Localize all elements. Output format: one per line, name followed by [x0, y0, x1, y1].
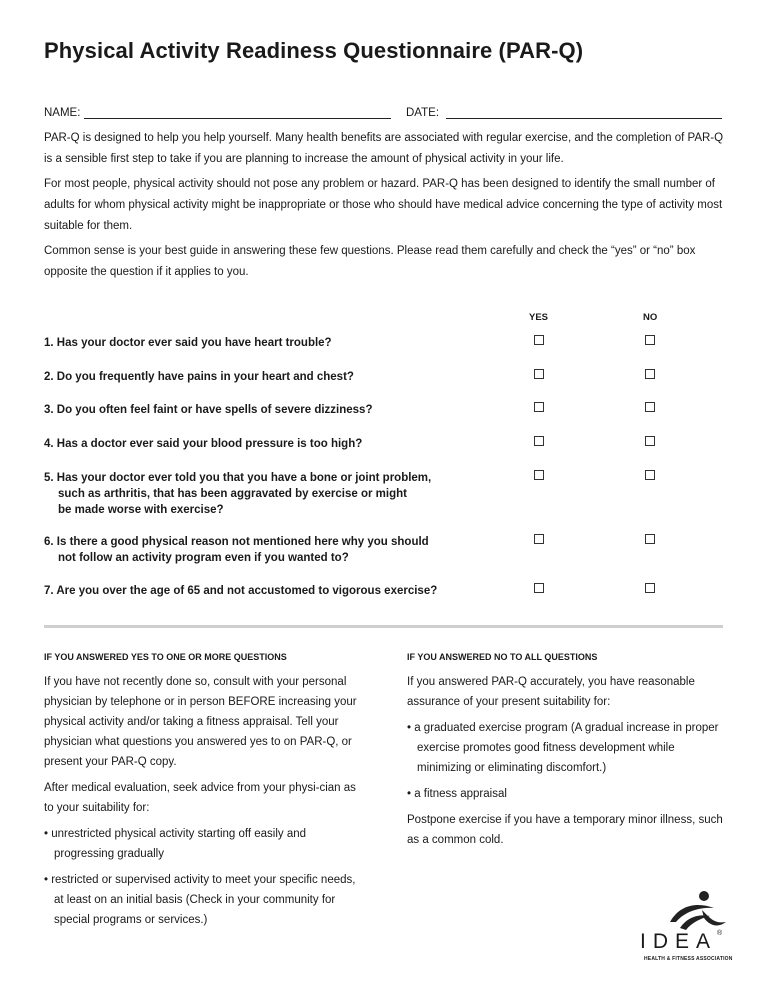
name-date-row — [44, 104, 722, 122]
no-section-body — [407, 672, 725, 856]
yes-column-header: YES — [529, 312, 549, 323]
no-section-paragraph: If you answered PAR-Q accurately, you have reasonable assurance of your present suitability for: — [407, 676, 695, 708]
question-7 — [44, 583, 504, 599]
question-text-continued: such as arthritis, that has been aggravated by exercise or might — [58, 488, 407, 500]
question-4-yes-checkbox[interactable] — [534, 436, 544, 446]
name-label: NAME: — [44, 107, 81, 119]
name-field — [44, 104, 391, 119]
question-5-yes-checkbox[interactable] — [534, 470, 544, 480]
question-text: 4. Has a doctor ever said your blood pressure is too high? — [44, 438, 363, 450]
intro-paragraph: For most people, physical activity should not pose any problem or hazard. PAR-Q has been designed to identify the small number of adults for whom physical activity might be inappropriate or those who should have medical advice concerning the type of activity most suitable for them. — [44, 178, 723, 232]
date-label: DATE: — [406, 107, 440, 119]
question-1 — [44, 335, 504, 351]
question-text: 6. Is there a good physical reason not mentioned here why you should — [44, 536, 429, 548]
intro-paragraph: Common sense is your best guide in answering these few questions. Please read them carefully and check the “yes” or “no” box opposite the question if it applies to you. — [44, 245, 696, 278]
question-3-yes-checkbox[interactable] — [534, 402, 544, 412]
question-6-yes-checkbox[interactable] — [534, 534, 544, 544]
question-7-yes-checkbox[interactable] — [534, 583, 544, 593]
section-divider — [44, 625, 723, 628]
yes-section-paragraph: After medical evaluation, seek advice from your physi-cian as to your suitability for: — [44, 782, 356, 814]
question-4 — [44, 436, 504, 452]
question-2-yes-checkbox[interactable] — [534, 369, 544, 379]
idea-logo-tagline: HEALTH & FITNESS ASSOCIATION — [644, 956, 733, 962]
question-text: 3. Do you often feel faint or have spells of severe dizziness? — [44, 404, 373, 416]
question-6 — [44, 534, 504, 566]
idea-logo-wordmark — [640, 930, 722, 954]
yes-section-body — [44, 672, 362, 936]
page-title: Physical Activity Readiness Questionnaire (PAR-Q) — [44, 38, 584, 63]
question-6-no-checkbox[interactable] — [645, 534, 655, 544]
no-section-paragraph: Postpone exercise if you have a temporary minor illness, such as a common cold. — [407, 814, 723, 846]
question-text-continued: not follow an activity program even if you wanted to? — [58, 552, 349, 564]
yes-section-bullet: • unrestricted physical activity starting off easily and progressing gradually — [44, 828, 307, 860]
question-5 — [44, 470, 504, 518]
date-field — [406, 104, 722, 119]
date-input-line[interactable] — [446, 104, 722, 119]
intro-paragraph: PAR-Q is designed to help you help yourself. Many health benefits are associated with regular exercise, and the completion of PAR-Q is a sensible first step to take if you are planning to increase the amount of physical activity in your life. — [44, 132, 724, 165]
yes-section-bullet: • restricted or supervised activity to meet your specific needs, at least on an initial basis (Check in your community for special programs or services.) — [44, 874, 356, 926]
intro-text — [44, 128, 728, 287]
no-section-heading: IF YOU ANSWERED NO TO ALL QUESTIONS — [407, 652, 598, 662]
no-column-header: NO — [643, 312, 658, 323]
question-text: 1. Has your doctor ever said you have heart trouble? — [44, 337, 332, 349]
question-text: 7. Are you over the age of 65 and not accustomed to vigorous exercise? — [44, 585, 438, 597]
yes-section-paragraph: If you have not recently done so, consult with your personal physician by telephone or in person BEFORE increasing your physical activity and/or taking a fitness appraisal. Tell your physician what questions you answered yes to on PAR-Q, or present your PAR-Q copy. — [44, 676, 357, 768]
yes-section-heading: IF YOU ANSWERED YES TO ONE OR MORE QUESTIONS — [44, 652, 287, 662]
no-section-bullet: • a graduated exercise program (A gradual increase in proper exercise promotes good fitness development while minimizing or eliminating discomfort.) — [407, 722, 719, 774]
question-5-no-checkbox[interactable] — [645, 470, 655, 480]
name-input-line[interactable] — [84, 104, 391, 119]
idea-logo-word: IDEA — [640, 930, 718, 953]
question-3-no-checkbox[interactable] — [645, 402, 655, 412]
question-3 — [44, 402, 504, 418]
question-text: 2. Do you frequently have pains in your heart and chest? — [44, 371, 354, 383]
question-1-no-checkbox[interactable] — [645, 335, 655, 345]
registered-mark: ® — [717, 930, 723, 937]
question-4-no-checkbox[interactable] — [645, 436, 655, 446]
question-1-yes-checkbox[interactable] — [534, 335, 544, 345]
question-text-continued: be made worse with exercise? — [58, 504, 224, 516]
question-7-no-checkbox[interactable] — [645, 583, 655, 593]
question-2-no-checkbox[interactable] — [645, 369, 655, 379]
question-2 — [44, 369, 504, 385]
no-section-bullet: • a fitness appraisal — [407, 788, 507, 800]
question-text: 5. Has your doctor ever told you that you have a bone or joint problem, — [44, 472, 432, 484]
